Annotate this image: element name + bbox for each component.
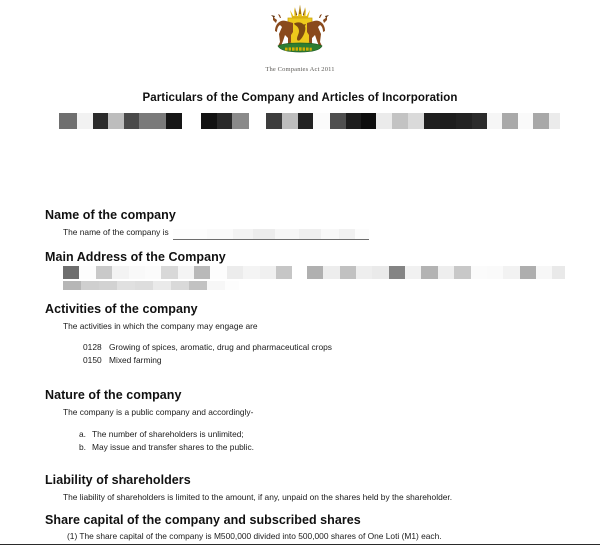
share-capital-clause-1: (1) The share capital of the company is M500,000 divided into 500,000 shares of One Loti (M1) each. <box>67 531 442 541</box>
redaction-block <box>292 266 307 279</box>
redaction-block <box>153 281 171 290</box>
redaction-block <box>421 266 437 279</box>
activity-code: 0128 <box>83 342 102 353</box>
redaction-block <box>117 281 135 290</box>
redaction-block <box>440 113 456 129</box>
nature-item-list <box>79 428 565 454</box>
redaction-block <box>518 113 533 129</box>
activity-description: Growing of spices, aromatic, drug and pharmaceutical crops <box>109 342 332 353</box>
redaction-block <box>145 266 161 279</box>
redacted-company-name <box>173 229 369 240</box>
redaction-block <box>330 113 346 129</box>
redaction-block <box>166 113 183 129</box>
redaction-block <box>276 266 292 279</box>
redaction-block <box>438 266 454 279</box>
section-nature-of-company <box>45 388 565 454</box>
redaction-block <box>124 113 139 129</box>
redaction-block <box>63 266 79 279</box>
page-title: Particulars of the Company and Articles of Incorporation <box>142 92 458 104</box>
redaction-block <box>232 113 249 129</box>
activity-code-list <box>83 341 565 366</box>
nature-item <box>79 441 565 454</box>
lesotho-coat-of-arms-icon <box>264 4 336 58</box>
redaction-block <box>339 229 355 239</box>
redaction-block <box>249 113 266 129</box>
section-heading-main-address: Main Address of the Company <box>45 250 226 264</box>
redaction-block <box>503 266 519 279</box>
redaction-block <box>189 281 207 290</box>
redaction-block <box>282 113 298 129</box>
redaction-block <box>178 266 194 279</box>
redaction-block <box>356 266 372 279</box>
nature-item-text: The number of shareholders is unlimited; <box>92 429 244 440</box>
redacted-header-band <box>52 113 560 129</box>
redaction-block <box>201 113 217 129</box>
activity-item <box>83 354 565 367</box>
redacted-address-line-1 <box>63 266 565 279</box>
activity-description: Mixed farming <box>109 354 162 365</box>
activity-code: 0150 <box>83 354 102 365</box>
redaction-block <box>52 113 59 129</box>
redaction-block <box>173 229 207 239</box>
redaction-block <box>307 266 323 279</box>
redaction-block <box>471 266 487 279</box>
redaction-block <box>298 113 314 129</box>
nature-item-marker: b. <box>79 442 86 453</box>
redaction-block <box>321 229 339 239</box>
section-share-capital <box>45 513 565 541</box>
section-activities <box>45 302 565 366</box>
redaction-block <box>299 229 321 239</box>
redaction-block <box>93 113 108 129</box>
redaction-block <box>376 113 392 129</box>
section-name-of-company <box>45 208 565 238</box>
document-header <box>0 4 600 73</box>
redaction-block <box>63 281 81 290</box>
redaction-block <box>424 113 440 129</box>
redaction-block <box>112 266 128 279</box>
name-of-company-row <box>63 226 565 238</box>
redaction-block <box>135 281 153 290</box>
redaction-block <box>549 113 560 129</box>
section-heading-nature: Nature of the company <box>45 388 182 402</box>
redaction-block <box>139 113 166 129</box>
section-heading-activities: Activities of the company <box>45 302 198 316</box>
redaction-block <box>389 266 405 279</box>
redaction-block <box>502 113 518 129</box>
redaction-block <box>182 113 201 129</box>
redaction-block <box>171 281 189 290</box>
redaction-block <box>207 229 233 239</box>
redaction-block <box>520 266 536 279</box>
redaction-block <box>243 266 259 279</box>
redaction-block <box>472 113 488 129</box>
redaction-block <box>372 266 388 279</box>
section-main-address <box>45 250 565 290</box>
redaction-block <box>487 266 503 279</box>
redaction-block <box>487 113 502 129</box>
redaction-block <box>233 229 253 239</box>
section-heading-share-capital: Share capital of the company and subscribed shares <box>45 513 361 527</box>
nature-lead: The company is a public company and accordingly- <box>63 407 254 417</box>
activity-item <box>83 341 565 354</box>
redaction-block <box>161 266 177 279</box>
redaction-block <box>253 229 275 239</box>
redaction-block <box>210 266 226 279</box>
nature-item <box>79 428 565 441</box>
redaction-block <box>81 281 99 290</box>
redaction-block <box>552 266 565 279</box>
redaction-block <box>408 113 424 129</box>
redaction-block <box>536 266 552 279</box>
nature-item-marker: a. <box>79 429 86 440</box>
redaction-block <box>392 113 409 129</box>
redaction-block <box>361 113 376 129</box>
redaction-block <box>217 113 233 129</box>
redacted-address-line-2 <box>63 281 565 290</box>
redaction-block <box>77 113 93 129</box>
liability-text: The liability of shareholders is limited to the amount, if any, unpaid on the shares held by the shareholder. <box>63 492 453 502</box>
redaction-block <box>227 266 243 279</box>
redaction-block <box>275 229 299 239</box>
redaction-block <box>79 266 95 279</box>
redaction-block <box>99 281 117 290</box>
nature-item-text: May issue and transfer shares to the public. <box>92 442 254 453</box>
redaction-block <box>346 113 361 129</box>
section-heading-liability: Liability of shareholders <box>45 473 191 487</box>
section-liability <box>45 473 565 503</box>
redaction-block <box>266 113 282 129</box>
redaction-block <box>108 113 124 129</box>
redaction-block <box>405 266 421 279</box>
redaction-block <box>313 113 330 129</box>
redaction-block <box>129 266 145 279</box>
redaction-block <box>454 266 470 279</box>
redaction-block <box>59 113 77 129</box>
name-of-company-lead: The name of the company is <box>63 227 169 237</box>
redaction-block <box>260 266 276 279</box>
redaction-block <box>96 266 112 279</box>
redaction-block <box>456 113 472 129</box>
redaction-block <box>207 281 225 290</box>
redaction-block <box>355 229 369 239</box>
act-caption: The Companies Act 2011 <box>265 66 335 73</box>
redaction-block <box>533 113 549 129</box>
section-heading-name-of-company: Name of the company <box>45 208 176 222</box>
redaction-block <box>194 266 210 279</box>
redaction-block <box>340 266 356 279</box>
redaction-block <box>225 281 239 290</box>
activities-lead: The activities in which the company may engage are <box>63 321 258 331</box>
redaction-block <box>323 266 339 279</box>
